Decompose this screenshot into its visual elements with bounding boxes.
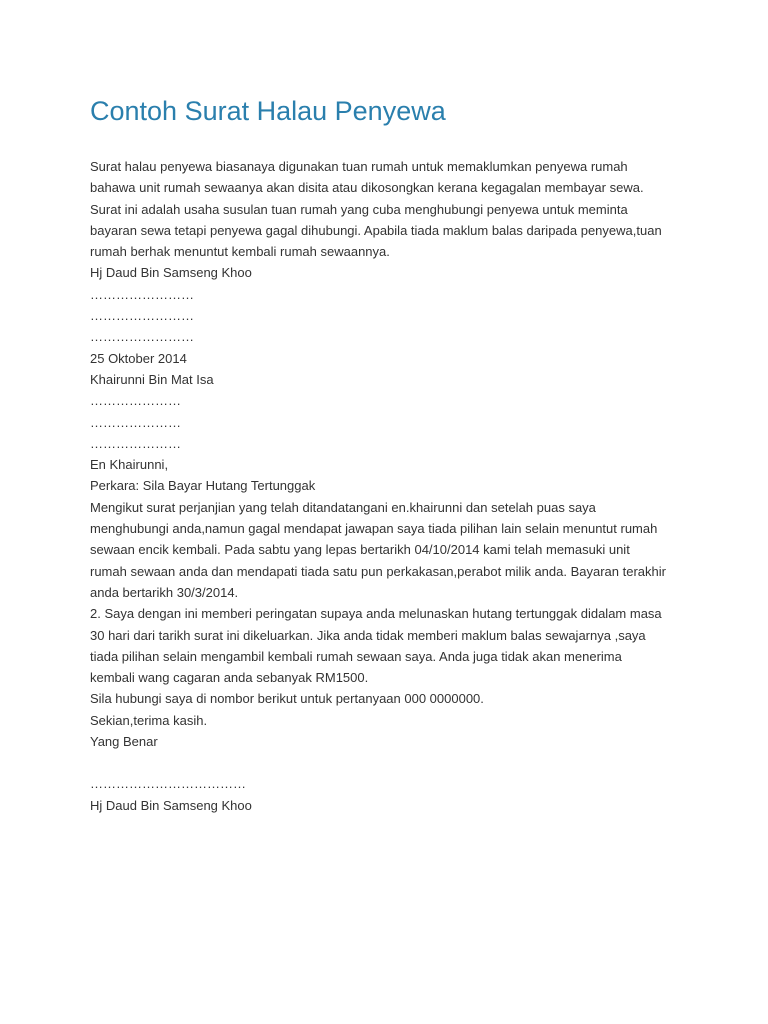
signature-name: Hj Daud Bin Samseng Khoo xyxy=(90,797,252,813)
recipient-name: Khairunni Bin Mat Isa xyxy=(90,371,214,387)
body-line-5: anda bertarikh 30/3/2014. xyxy=(90,584,239,600)
page-title: Contoh Surat Halau Penyewa xyxy=(90,96,446,126)
contact-line: Sila hubungi saya di nombor berikut untuk pertanyaan 000 0000000. xyxy=(90,691,484,707)
recipient-address-line-1: ………………… xyxy=(90,393,181,409)
salutation: En Khairunni, xyxy=(90,457,169,473)
subject-line: Perkara: Sila Bayar Hutang Tertunggak xyxy=(90,478,316,494)
intro-line-1: Surat halau penyewa biasanaya digunakan tuan rumah untuk memaklumkan penyewa rumah xyxy=(90,159,628,174)
document-body xyxy=(90,156,690,816)
signature-dots: ……………………………… xyxy=(90,776,246,792)
recipient-address-line-2: ………………… xyxy=(90,414,181,430)
intro-line-5: rumah berhak menuntut kembali rumah sewaannya. xyxy=(90,244,390,260)
recipient-address-line-3: ………………… xyxy=(90,435,181,451)
sender-address-line-1: …………………… xyxy=(90,286,194,302)
body-line-9: kembali wang cagaran anda sebanyak RM1500. xyxy=(90,670,369,686)
document-page xyxy=(90,92,690,816)
body-line-1: Mengikut surat perjanjian yang telah ditandatangani en.khairunni dan setelah puas saya xyxy=(90,499,596,515)
body-line-7: 30 hari dari tarikh surat ini dikeluarkan. Jika anda tidak memberi maklum balas sewajarnya ,saya xyxy=(90,627,646,643)
sender-address-line-2: …………………… xyxy=(90,308,194,324)
body-line-8: tiada pilihan selain mengambil kembali rumah sewaan saya. Anda juga tidak akan menerima xyxy=(90,648,622,664)
letter-date: 25 Oktober 2014 xyxy=(90,350,187,366)
intro-line-4: bayaran sewa tetapi penyewa gagal dihubungi. Apabila tiada maklum balas daripada penyewa,tuan xyxy=(90,222,662,238)
sender-address-line-3: …………………… xyxy=(90,329,194,345)
body-line-6: 2. Saya dengan ini memberi peringatan supaya anda melunaskan hutang tertunggak didalam masa xyxy=(90,606,662,622)
body-line-4: rumah sewaan anda dan mendapati tiada satu pun perkakasan,perabot milik anda. Bayaran terakhir xyxy=(90,563,666,579)
intro-line-3: Surat ini adalah usaha susulan tuan rumah yang cuba menghubungi penyewa untuk meminta xyxy=(90,201,628,217)
intro-line-2: bahawa unit rumah sewaanya akan disita atau dikosongkan kerana kegagalan membayar sewa. xyxy=(90,180,644,196)
spacer xyxy=(90,752,690,773)
sender-name: Hj Daud Bin Samseng Khoo xyxy=(90,265,252,281)
sign-off: Yang Benar xyxy=(90,734,158,750)
body-line-3: sewaan encik kembali. Pada sabtu yang lepas bertarikh 04/10/2014 kami telah memasuki unit xyxy=(90,542,630,558)
closing-line: Sekian,terima kasih. xyxy=(90,712,208,728)
body-line-2: menghubungi anda,namun gagal mendapat jawapan saya tiada pilihan lain selain menuntut rumah xyxy=(90,521,658,537)
